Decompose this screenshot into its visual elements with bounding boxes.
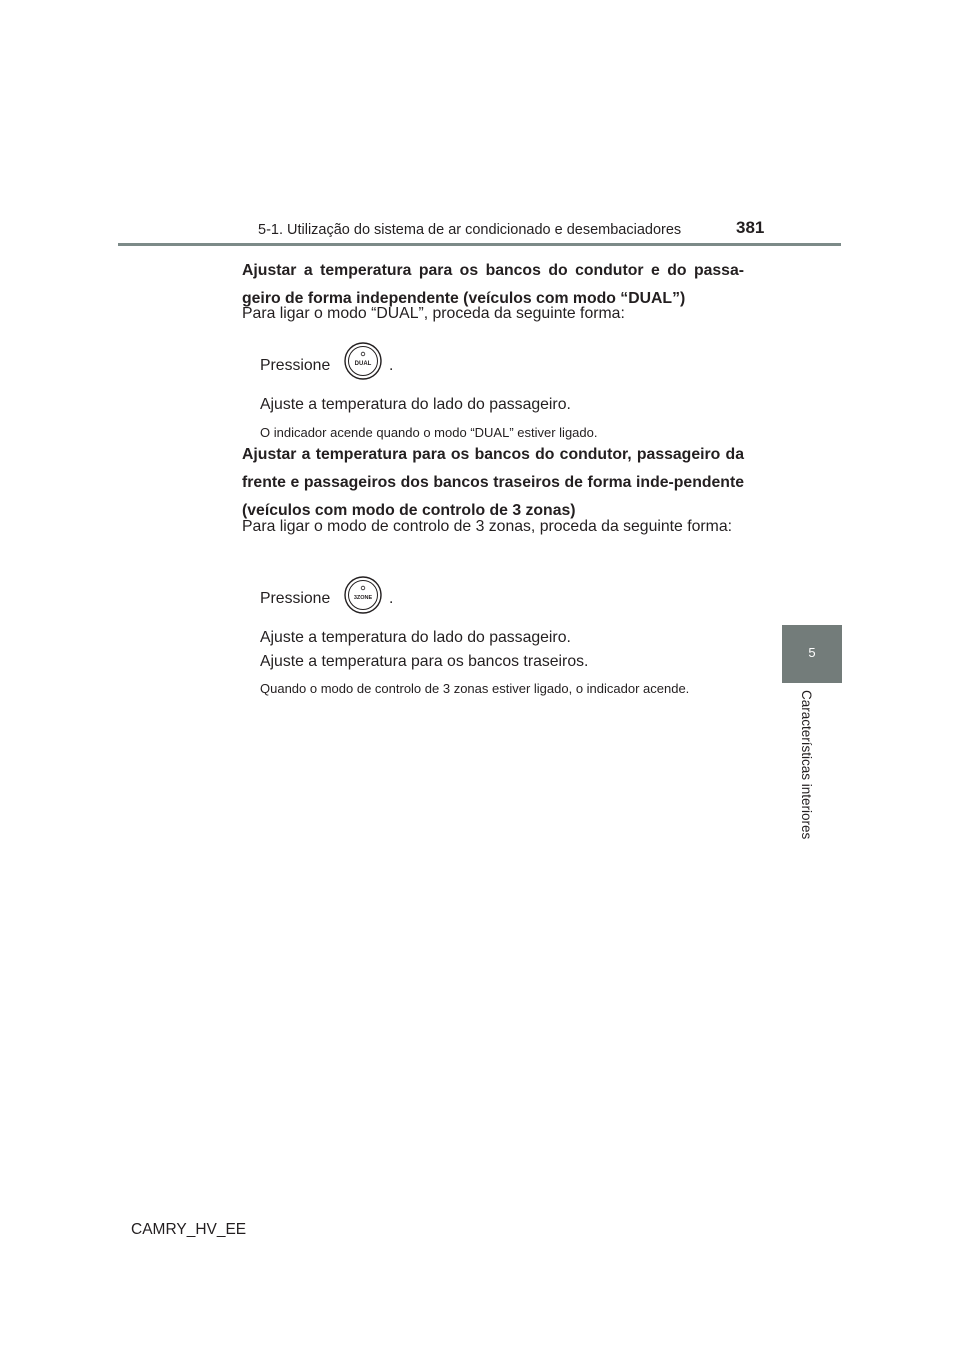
dual-button-icon <box>343 341 383 381</box>
zone-note: Quando o modo de controlo de 3 zonas estiver ligado, o indicador acende. <box>260 681 690 696</box>
page-number: 381 <box>736 218 765 237</box>
zone-button-label: 3ZONE <box>353 595 373 601</box>
header-divider <box>118 243 841 246</box>
dual-step-2: Ajuste a temperatura do lado do passageiro. <box>260 396 571 413</box>
chapter-number: 5 <box>808 645 816 660</box>
zone-step-1 <box>260 590 330 608</box>
dual-heading: Ajustar a temperatura para os bancos do condutor e do passa-geiro de forma independente (veículos com modo “DUAL”) <box>242 262 744 307</box>
dual-step-1 <box>260 357 330 375</box>
zone-step-3: Ajuste a temperatura para os bancos traseiros. <box>260 653 589 670</box>
chapter-title-text: Características interiores <box>799 690 814 840</box>
dual-note: O indicador acende quando o modo “DUAL” estiver ligado. <box>260 425 598 440</box>
dual-intro: Para ligar o modo “DUAL”, proceda da seguinte forma: <box>242 305 625 322</box>
model-code: CAMRY_HV_EE <box>131 1221 247 1238</box>
dual-button-label: DUAL <box>354 361 372 367</box>
dual-step-1-suffix: . <box>389 357 394 374</box>
chapter-title <box>799 690 819 860</box>
zone-step-1-prefix: Pressione <box>260 590 331 607</box>
section-title: 5-1. Utilização do sistema de ar condicionado e desembaciadores <box>258 222 682 238</box>
zone-step-1-suffix: . <box>389 590 394 607</box>
dual-step-1-prefix: Pressione <box>260 357 331 374</box>
zone-step-2: Ajuste a temperatura do lado do passageiro. <box>260 629 571 646</box>
zone-intro: Para ligar o modo de controlo de 3 zonas, proceda da seguinte forma: <box>242 518 733 535</box>
zone-button-icon <box>343 575 383 615</box>
zone-heading: Ajustar a temperatura para os bancos do condutor, passageiro da frente e passageiros dos bancos traseiros de forma inde-pendente (veículos com modo de controlo de 3 zonas) <box>242 446 744 519</box>
